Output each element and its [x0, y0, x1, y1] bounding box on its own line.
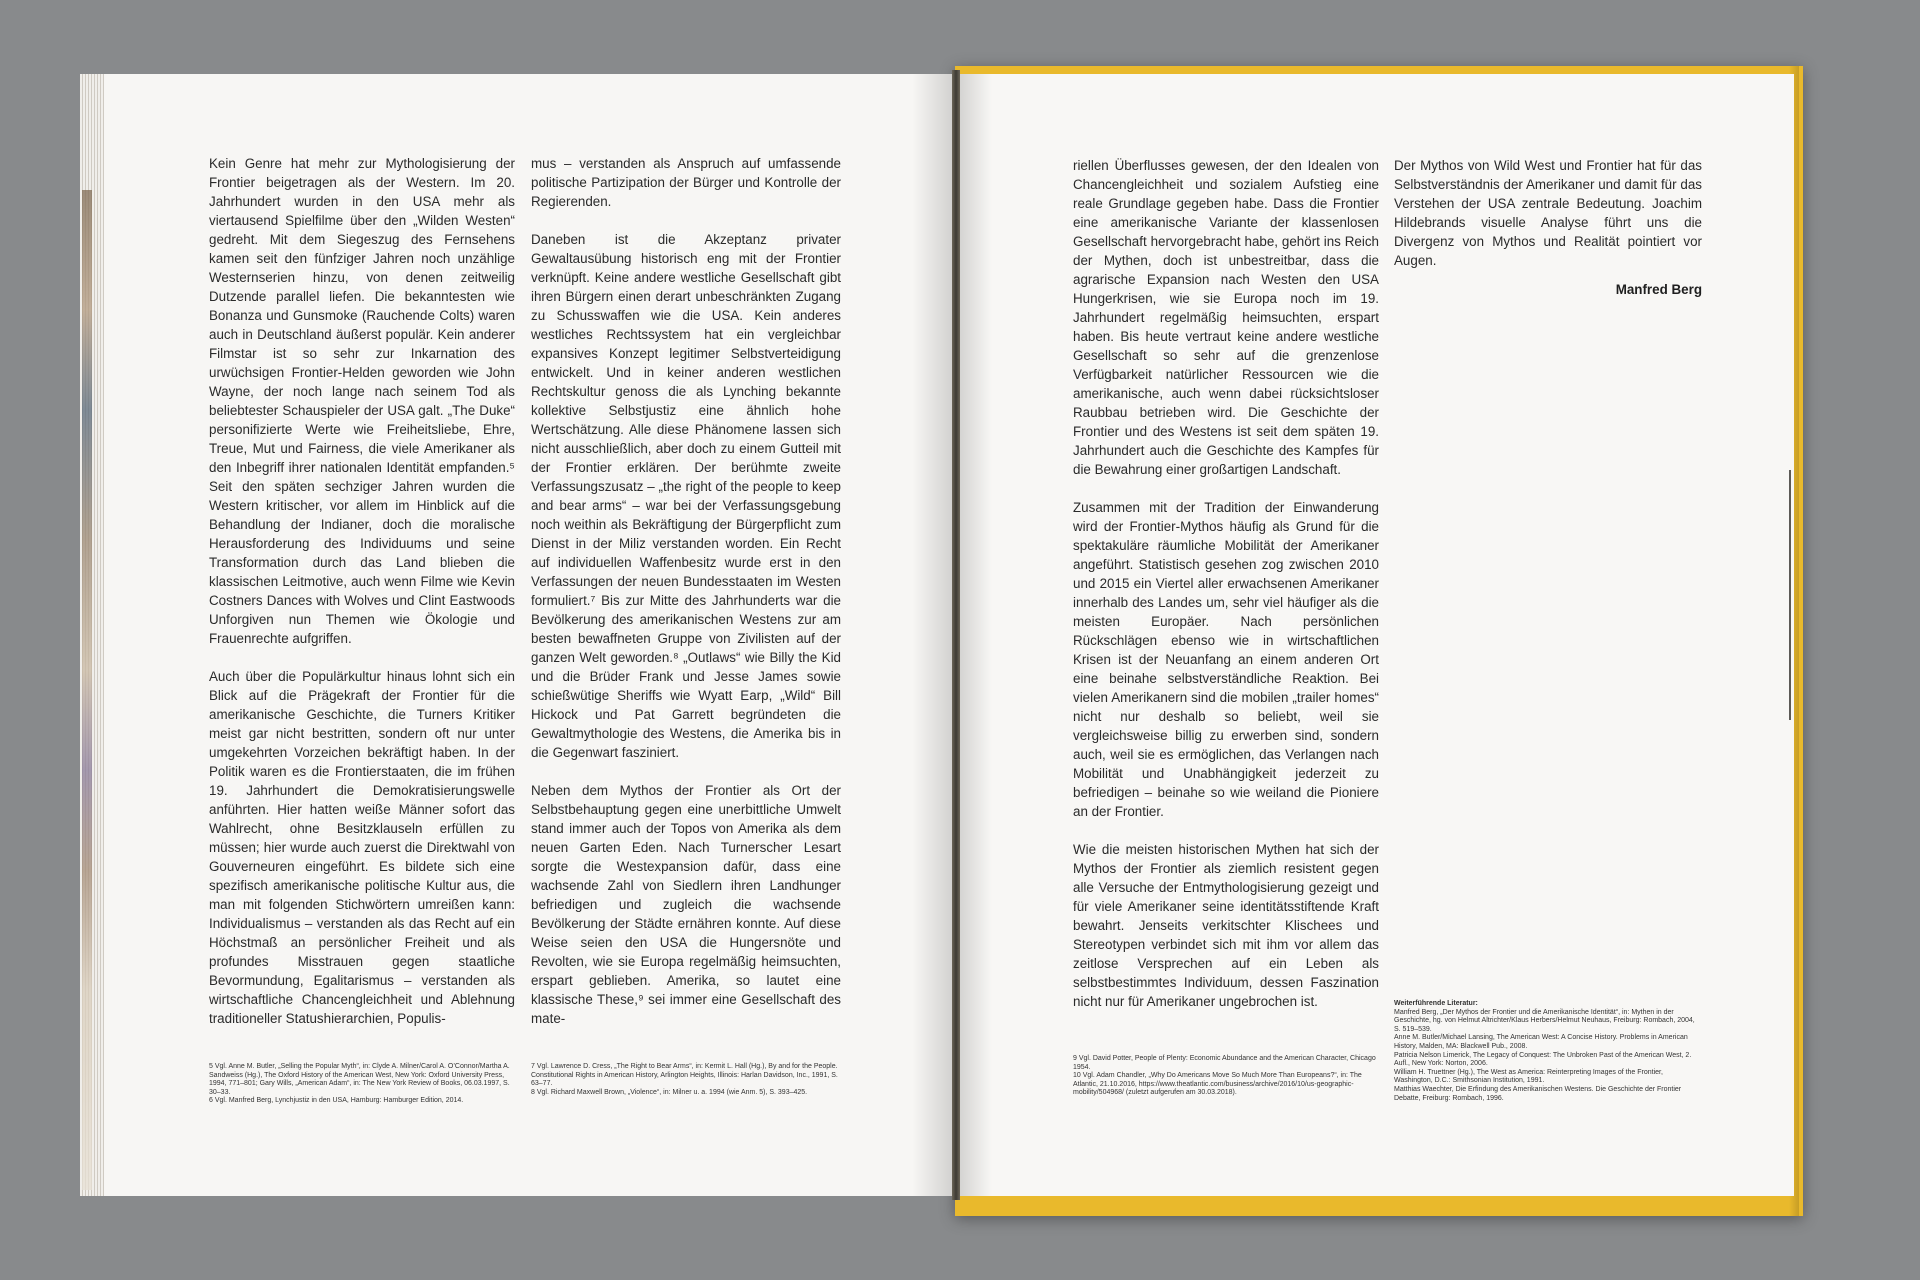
footnote: 9 Vgl. David Potter, People of Plenty: Economic Abundance and the American Character, Chicago 1954.: [1073, 1055, 1376, 1071]
paragraph: mus – verstanden als Anspruch auf umfassende politische Partizipation der Bürger und Kontrolle der Regierenden.: [531, 156, 841, 209]
body-text-column-2: [531, 154, 841, 1047]
book-binding: [952, 70, 960, 1200]
footnotes-column-3: [1073, 1055, 1379, 1098]
footnote: 6 Vgl. Manfred Berg, Lynchjustiz in den USA, Hamburg: Hamburger Edition, 2014.: [209, 1097, 464, 1105]
literature-entry: Matthias Waechter, Die Erfindung des Amerikanischen Westens. Die Geschichte der Frontier Debatte, Freiburg: Rombach, 1996.: [1394, 1085, 1682, 1102]
paragraph: Auch über die Populärkultur hinaus lohnt sich ein Blick auf die Prägekraft der Frontier für die amerikanische Geschichte, die Turners Kritiker meist gar nicht bestritten, sondern oft nur unter umgekehrten Vorzeichen bekräftigt haben. In der Politik waren es die Frontierstaaten, die im frühen 19. Jahrhundert die Demokratisierungswelle anführten. Hier hatten weiße Männer sofort das Wahlrecht, ohne Besitzklauseln erfüllen zu müssen; hier wurde auch zuerst die Direktwahl von Gouverneuren eingeführt. Es bildete sich eine spezifisch amerikanische politische Kultur aus, die man mit folgenden Stichwörtern umreißen kann: Individualismus – verstanden als das Recht auf ein Höchstmaß an persönlicher Freiheit und als profundes Misstrauen gegen staatliche Bevormundung, Egalitarismus – verstanden als wirtschaftliche Chancengleichheit und Ablehnung traditioneller Statushierarchien, Populis-: [209, 669, 515, 1026]
literature-entry: William H. Truettner (Hg.), The West as America: Reinterpreting Images of the Frontier, Washington, D.C.: Smithsonian Institution, 1991.: [1394, 1068, 1663, 1085]
footnote: 7 Vgl. Lawrence D. Cress, „The Right to Bear Arms“, in: Kermit L. Hall (Hg.), By and for the People. Constitutional Rights in American History, Arlington Heights, Illinois: Harlan Davidson, Inc., 1991, S. 63–77.: [531, 1063, 838, 1088]
footnote: 10 Vgl. Adam Chandler, „Why Do Americans Move So Much More Than Europeans?“, in: The Atlantic, 21.10.2016, https://www.theatlantic.com/business/archive/2016/10/us-geographic-mobility/504968/ (zuletzt aufgerufen am 30.03.2018).: [1073, 1072, 1362, 1097]
author-name: Manfred Berg: [1615, 282, 1702, 297]
further-reading: [1394, 1000, 1702, 1103]
paragraph: riellen Überflusses gewesen, der den Idealen von Chancengleichheit und sozialem Aufstieg eine reale Grundlage gegeben habe. Dass die Frontier eine amerikanische Variante der klassenlosen Gesellschaft hervorgebracht habe, gehört ins Reich der Mythen, doch ist unbestreitbar, dass die agrarische Expansion nach Westen den USA Hungerkrisen, wie sie Europa noch im 19. Jahrhundert regelmäßig heimsuchten, erspart haben. Bis heute vertraut keine andere westliche Gesellschaft so sehr auf die grenzenlose Verfügbarkeit natürlicher Ressourcen wie die amerikanische, auch wenn dabei rücksichtsloser Raubbau betrieben wird. Die Geschichte der Frontier und des Westens ist seit dem späten 19. Jahrhundert auch die Geschichte des Kampfes für die Bewahrung einer großartigen Landschaft.: [1073, 158, 1379, 477]
further-reading-heading: Weiterführende Literatur:: [1394, 1000, 1478, 1007]
margin-rule: [1789, 470, 1791, 720]
paragraph: Wie die meisten historischen Mythen hat sich der Mythos der Frontier als ziemlich resistent gegen alle Versuche der Entmythologisierung gezeigt und für viele Amerikaner seine identitätsstiftende Kraft bewahrt. Jenseits verkitschter Klischees und Stereotypen verbindet sich mit ihm vor allem das zeitlose Versprechen auf ein Leben als selbstbestimmtes Individuum, dessen Faszination nicht nur für Amerikaner ungebrochen ist.: [1073, 842, 1379, 1009]
paragraph: Daneben ist die Akzeptanz privater Gewaltausübung historisch eng mit der Frontier verknüpft. Keine andere westliche Gesellschaft gibt ihren Bürgern einen derart unbeschränkten Zugang zu Schusswaffen wie die USA. Kein anderes westliches Rechtssystem hat ein vergleichbar expansives Konzept legitimer Selbstverteidigung entwickelt. Und in keiner anderen westlichen Rechtskultur genoss die als Lynching bekannte kollektive Selbstjustiz eine ähnlich hohe Wertschätzung. Alle diese Phänomene lassen sich nicht ausschließlich, aber doch zu einem Gutteil mit der Frontier erklären. Der berühmte zweite Verfassungszusatz – „the right of the people to keep and bear arms“ – war bei der Verfassungsgebung noch weithin als Bekräftigung der Bürgerpflicht zum Dienst in der Miliz verstanden worden. Ein Recht auf individuellen Waffenbesitz wurde erst in den Verfassungen der neuen Bundesstaaten im Westen formuliert.⁷ Bis zur Mitte des Jahrhunderts war die Bevölkerung des amerikanischen Westens zur am besten bewaffneten Gruppe von Zivilisten auf der ganzen Welt geworden.⁸ „Outlaws“ wie Billy the Kid und die Brüder Frank und Jesse James sowie schießwütige Sheriffs wie Wyatt Earp, „Wild“ Bill Hickock und Pat Garrett begründeten die Gewaltmythologie des Westens, die Amerika bis in die Gegenwart fasziniert.: [531, 232, 841, 760]
paragraph: Der Mythos von Wild West und Frontier hat für das Selbstverständnis der Amerikaner und damit für das Verstehen der USA zentrale Bedeutung. Joachim Hildebrands visuelle Analyse führt uns die Divergenz von Mythos und Realität pointiert vor Augen.: [1394, 158, 1702, 268]
literature-entry: Anne M. Butler/Michael Lansing, The American West: A Concise History. Problems in American History, Malden, MA: Blackwell Pub., 2008.: [1394, 1034, 1688, 1050]
paragraph: Neben dem Mythos der Frontier als Ort der Selbstbehauptung gegen eine unerbittliche Umwelt stand immer auch der Topos von Amerika als dem neuen Garten Eden. Nach Turnerscher Lesart sorgte die Westexpansion dafür, dass eine wachsende Zahl von Siedlern ihren Landhunger befriedigen und zugleich die wachsende Bevölkerung der Städte ernähren konnte. Auf diese Weise seien den USA die Hungersnöte und Revolten, wie sie Europa regelmäßig heimsuchten, erspart geblieben. Amerika, so lautet eine klassische These,⁹ sei immer eine Gesellschaft des mate-: [531, 783, 841, 1026]
literature-entry: Patricia Nelson Limerick, The Legacy of Conquest: The Unbroken Past of the American West, 2. Aufl., New York: Norton, 2006.: [1394, 1051, 1692, 1068]
footnote: 5 Vgl. Anne M. Butler, „Selling the Popular Myth“, in: Clyde A. Milner/Carol A. O’Connor/Martha A. Sandweiss (Hg.), The Oxford History of the American West, New York: Oxford University Press, 1994, 771–801; Gary Wills, „American Adam“, in: The New York Review of Books, 06.03.1997, S. 30–33.: [209, 1063, 510, 1096]
body-text-column-3: [1073, 156, 1379, 1030]
paragraph: Zusammen mit der Tradition der Einwanderung wird der Frontier-Mythos häufig als Grund für die spektakuläre räumliche Mobilität der Amerikaner angeführt. Statistisch gesehen zog zwischen 2010 und 2015 ein Viertel aller erwachsenen Amerikaner innerhalb des Landes um, sehr viel häufiger als die meisten Europäer. Nach persönlichen Rückschlägen ebenso wie in wirtschaftlichen Krisen ist der Neuanfang an einem anderen Ort eine beinahe selbstverständliche Reaktion. Bei vielen Amerikanern sind die mobilen „trailer homes“ nicht nur deshalb so beliebt, weil sie vergleichsweise billig zu erwerben sind, sondern auch, weil sie es ermöglichen, das Verlangen nach Mobilität und Unabhängigkeit jederzeit zu befriedigen – beinahe so wie weiland die Pioniere an der Frontier.: [1073, 500, 1379, 819]
paragraph: Kein Genre hat mehr zur Mythologisierung der Frontier beigetragen als der Western. Im 20. Jahrhundert wurden in den USA mehr als viertausend Spielfilme über den „Wilden Westen“ gedreht. Mit dem Siegeszug des Fernsehens kamen seit den fünfziger Jahren noch unzählige Westernserien hinzu, von denen zeitweilig Dutzende parallel liefen. Die bekanntesten wie Bonanza und Gunsmoke (Rauchende Colts) waren auch in Deutschland äußerst populär. Kein anderer Filmstar ist so sehr zur Inkarnation des urwüchsigen Frontier-Helden geworden wie John Wayne, der noch lange nach seinem Tod als beliebtester Schauspieler der USA galt. „The Duke“ personifizierte Werte wie Freiheitsliebe, Ehre, Treue, Mut und Fairness, die viele Amerikaner als den Inbegriff ihrer nationalen Identität empfanden.⁵ Seit den späten sechziger Jahren wurden die Western kritischer, vor allem im Hinblick auf die Behandlung der Indianer, doch die moralische Herausforderung des Individuums und seine Transformation durch das Land blieben die klassischen Leitmotive, auch wenn Filme wie Kevin Costners Dances with Wolves und Clint Eastwoods Unforgiven nun Themen wie Ökologie und Frauenrechte aufgriffen.: [209, 156, 515, 646]
body-text-column-4: [1394, 156, 1702, 289]
footnote: 8 Vgl. Richard Maxwell Brown, „Violence“, in: Milner u. a. 1994 (wie Anm. 5), S. 393–425.: [531, 1088, 808, 1096]
footnotes-column-1: [209, 1063, 515, 1106]
page-edge-image-strip: [82, 190, 92, 1190]
body-text-column-1: [209, 154, 515, 1047]
literature-entry: Manfred Berg, „Der Mythos der Frontier und die Amerikanische Identität“, in: Mythen in der Geschichte, hg. von Helmut Altrichter/Klaus Herbers/Helmut Neuhaus, Freiburg: Rombach, 2004, S. 519–539.: [1394, 1008, 1695, 1033]
footnotes-column-2: [531, 1063, 841, 1097]
